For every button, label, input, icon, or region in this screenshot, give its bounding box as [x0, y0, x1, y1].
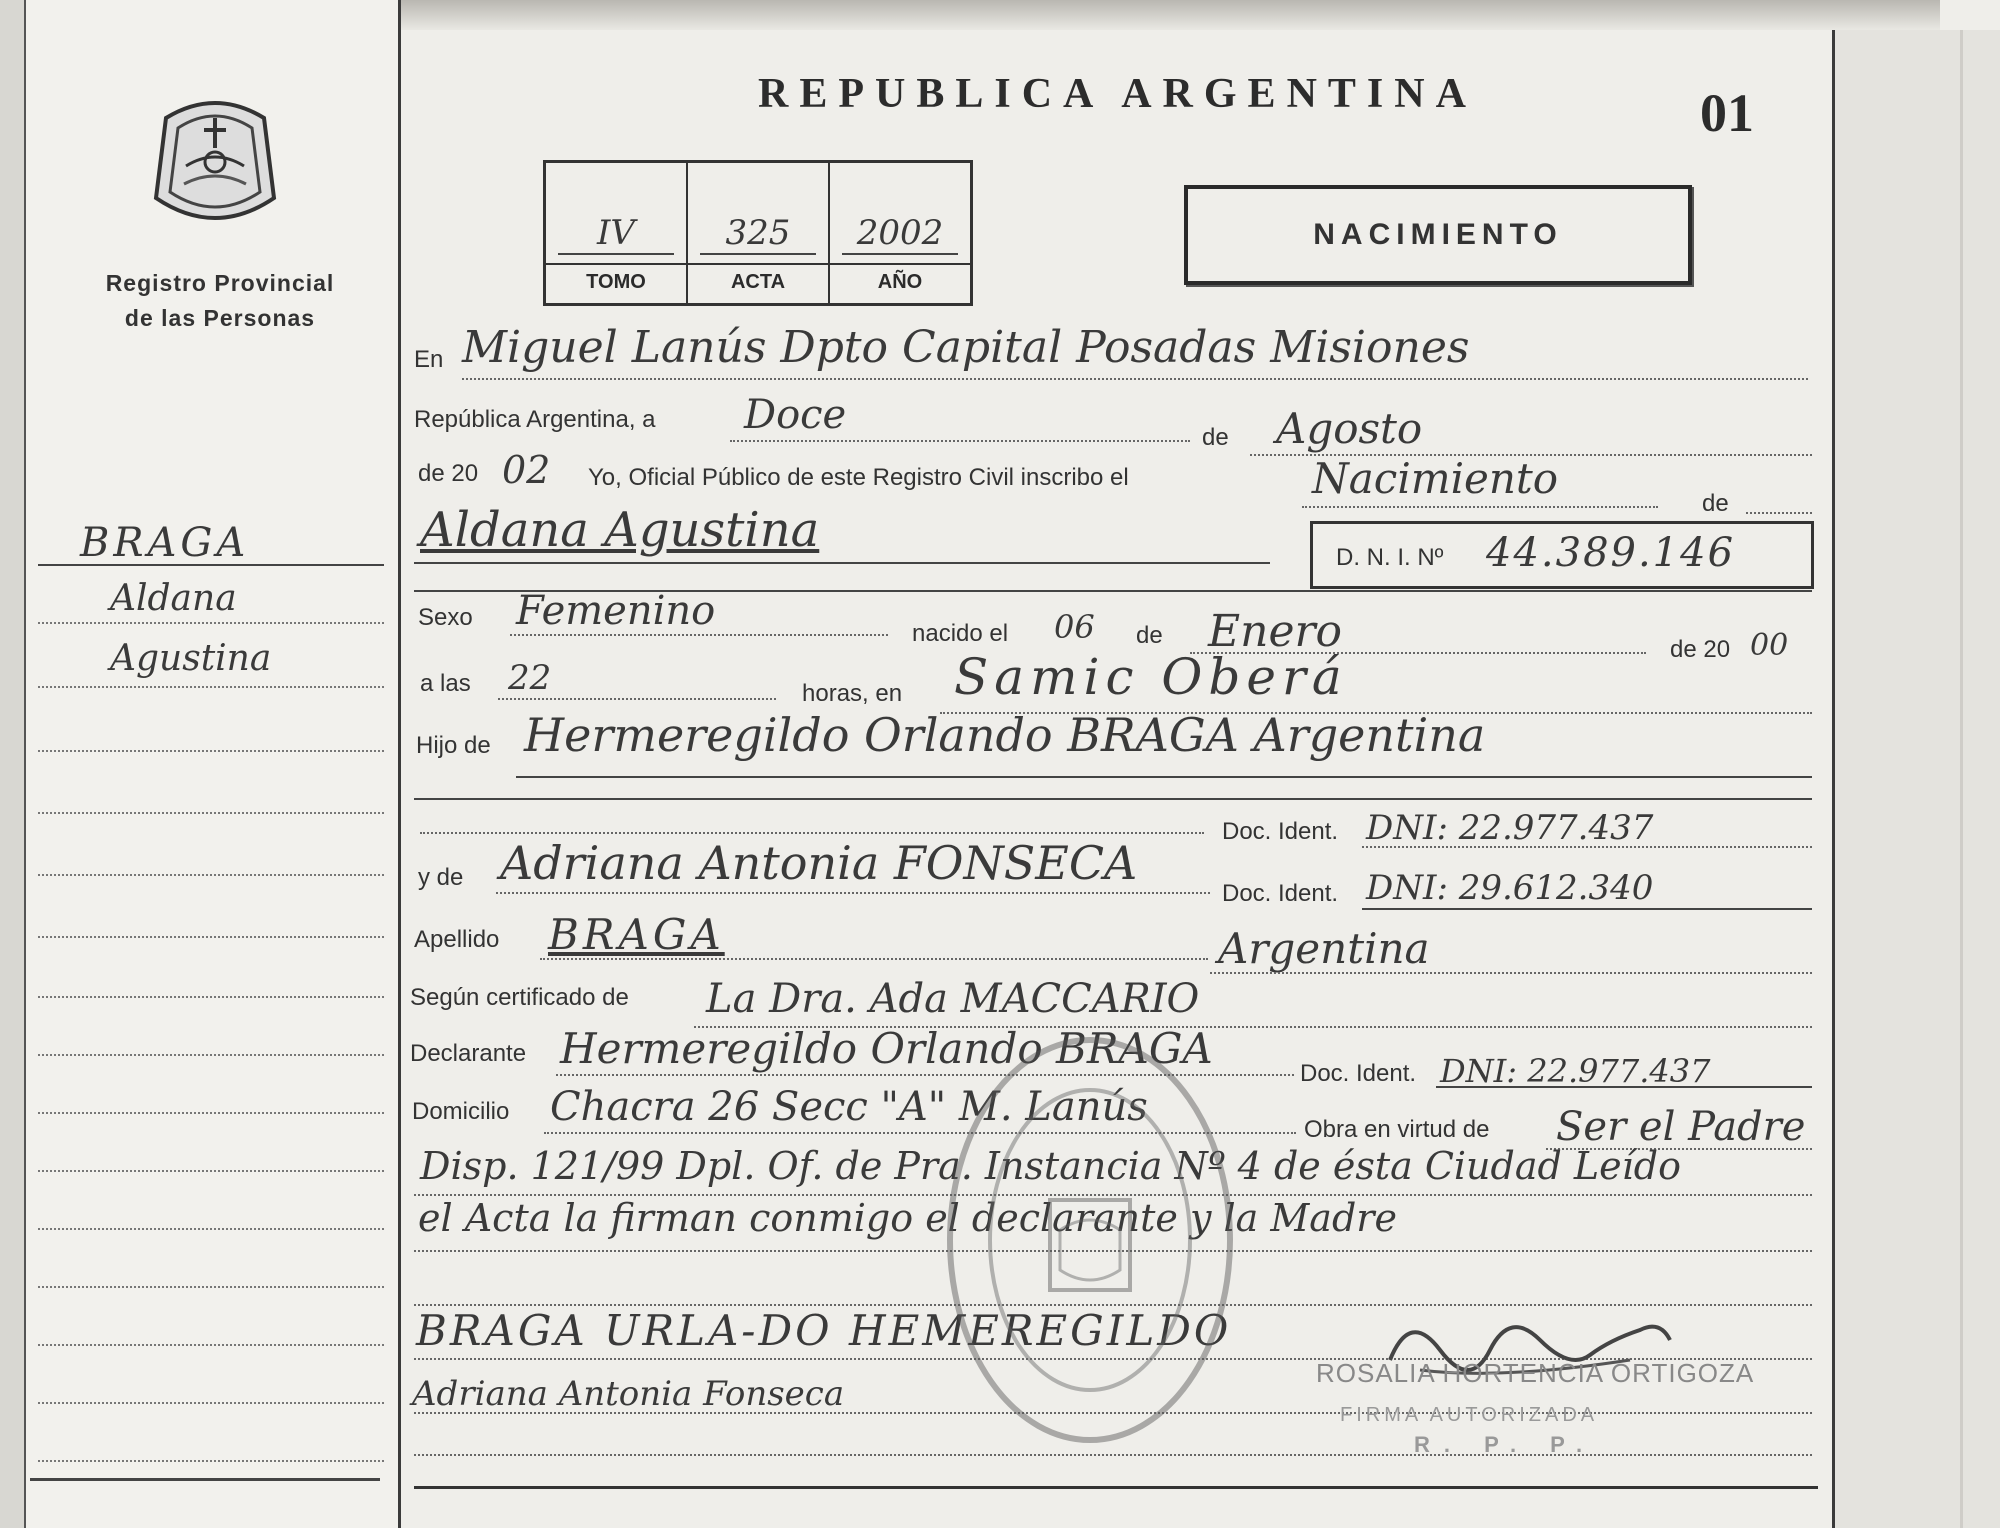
- ano-label: AÑO: [830, 263, 970, 294]
- stub-row: [38, 936, 384, 938]
- sexo-value: Femenino: [516, 588, 716, 634]
- office-line-2: de las Personas: [124, 305, 316, 331]
- a-las-label: a las: [420, 670, 471, 697]
- de-line-2: [1746, 512, 1812, 514]
- nationality-line: [1210, 972, 1812, 974]
- acta-value: 325: [700, 213, 816, 255]
- doc-ident-label-3: Doc. Ident.: [1300, 1060, 1417, 1087]
- register-cell-ano: [830, 163, 970, 303]
- stub-column: [0, 0, 401, 1528]
- de-label-2: de: [1702, 490, 1729, 517]
- stub-row: [38, 686, 384, 688]
- place-value: Miguel Lanús Dpto Capital Posadas Misiones: [462, 322, 1470, 373]
- sexo-line: [510, 634, 888, 636]
- yo-text: Yo, Oficial Público de este Registro Civil inscribo el: [588, 464, 1129, 491]
- stub-row: [38, 996, 384, 998]
- register-cell-acta: [688, 163, 830, 303]
- y-de-label: y de: [418, 864, 464, 891]
- month-value: Agosto: [1276, 404, 1423, 453]
- father-doc-value: DNI: 22.977.437: [1366, 808, 1654, 848]
- obra-value: Ser el Padre: [1556, 1104, 1806, 1150]
- republica-label: República Argentina, a: [414, 406, 656, 433]
- declarante-label: Declarante: [410, 1040, 527, 1067]
- certificado-label: Según certificado de: [410, 984, 629, 1011]
- domicilio-label: Domicilio: [412, 1098, 510, 1125]
- tomo-value: IV: [558, 213, 674, 255]
- bottom-rule: [414, 1486, 1818, 1489]
- stub-row: [38, 1344, 384, 1346]
- stub-row: [38, 750, 384, 752]
- official-office: R. P. P.: [1414, 1432, 1597, 1457]
- day-line: [730, 440, 1190, 442]
- stub-given-name-2: Agustina: [110, 638, 272, 679]
- nationality-value: Argentina: [1218, 924, 1430, 973]
- dni-value: 44.389.146: [1486, 530, 1736, 576]
- note-line-1: Disp. 121/99 Dpl. Of. de Pra. Instancia Nº 4 de ésta Ciudad Leído: [420, 1144, 1681, 1188]
- place-line: [462, 378, 1808, 380]
- hijo-label: Hijo de: [416, 732, 491, 759]
- birth-day-value: 06: [1054, 608, 1095, 646]
- father-name-value: Hermeregildo Orlando BRAGA Argentina: [524, 708, 1486, 762]
- stub-surname: BRAGA: [80, 520, 250, 566]
- mother-signature: Adriana Antonia Fonseca: [412, 1374, 845, 1414]
- register-table: [543, 160, 973, 306]
- stub-row: [38, 1460, 384, 1462]
- year-prefix-label: de 20: [418, 460, 479, 487]
- sexo-label: Sexo: [418, 604, 473, 631]
- tomo-label: TOMO: [546, 263, 686, 294]
- father-signature: BRAGA URLA-DO HEMEREGILDO: [416, 1306, 1232, 1355]
- official-stamp-icon: [940, 1030, 1240, 1450]
- ano-value: 2002: [842, 213, 958, 255]
- stub-row: [38, 812, 384, 814]
- nacido-label: nacido el: [912, 620, 1009, 647]
- page-right-edge: [1832, 30, 2000, 1528]
- mother-name-line: [496, 892, 1210, 894]
- act-type-value: Nacimiento: [1312, 454, 1559, 503]
- stub-bottom-rule: [30, 1478, 380, 1481]
- declarante-value: Hermeregildo Orlando BRAGA: [560, 1024, 1213, 1073]
- page-top-edge: [380, 0, 1940, 30]
- separator-rule-2: [414, 798, 1812, 800]
- birth-year-label: de 20: [1670, 636, 1731, 663]
- stub-row: [38, 1170, 384, 1172]
- official-role: FIRMA AUTORIZADA: [1340, 1404, 1599, 1426]
- birth-year-value: 00: [1750, 628, 1789, 663]
- apellido-label: Apellido: [414, 926, 500, 953]
- certificado-value: La Dra. Ada MACCARIO: [706, 976, 1200, 1022]
- stub-row: [38, 1402, 384, 1404]
- stub-surname-rule: [38, 564, 384, 566]
- office-line-1: Registro Provincial: [105, 270, 335, 296]
- register-cell-tomo: [546, 163, 688, 303]
- obra-label: Obra en virtud de: [1304, 1116, 1490, 1143]
- mother-doc-value: DNI: 29.612.340: [1366, 868, 1654, 908]
- note-line-2: el Acta la firman conmigo el declarante y la Madre: [418, 1196, 1397, 1240]
- day-value: Doce: [744, 392, 847, 438]
- stub-row: [38, 1112, 384, 1114]
- stub-row: [38, 1054, 384, 1056]
- record-type-box: NACIMIENTO: [1184, 185, 1692, 285]
- stub-row: [38, 1286, 384, 1288]
- de-label: de: [1202, 424, 1229, 451]
- stub-given-name-1: Aldana: [110, 578, 237, 619]
- official-name: ROSALIA HORTENCIA ORTIGOZA: [1316, 1358, 1755, 1388]
- form-number: 01: [1700, 83, 1754, 143]
- en-label: En: [414, 346, 444, 373]
- declarante-doc-line: [1436, 1086, 1812, 1088]
- stub-row: [38, 1228, 384, 1230]
- child-name-value: Aldana Agustina: [420, 502, 820, 558]
- page-right-edge-line: [1960, 30, 1963, 1528]
- misiones-seal-icon: [146, 88, 284, 238]
- stub-row: [38, 622, 384, 624]
- year-value: 02: [502, 448, 551, 492]
- note-rule-6: [414, 1454, 1812, 1456]
- mother-doc-line: [1362, 908, 1812, 910]
- stub-binding-edge: [0, 0, 26, 1528]
- father-extra-line: [420, 832, 1204, 834]
- father-name-line: [516, 776, 1812, 778]
- birth-month-value: Enero: [1208, 606, 1343, 657]
- act-type-line: [1302, 506, 1658, 508]
- hour-line: [498, 698, 776, 700]
- hour-value: 22: [508, 658, 552, 698]
- horas-label: horas, en: [802, 680, 903, 707]
- domicilio-value: Chacra 26 Secc "A" M. Lanús: [550, 1084, 1148, 1130]
- father-doc-line: [1362, 846, 1812, 848]
- birth-place-value: Samic Oberá: [954, 648, 1348, 706]
- dni-label: D. N. I. Nº: [1336, 544, 1444, 571]
- doc-ident-label-1: Doc. Ident.: [1222, 818, 1339, 845]
- apellido-line: [540, 958, 1208, 960]
- child-name-line: [414, 562, 1270, 564]
- stub-row: [38, 874, 384, 876]
- apellido-value: BRAGA: [548, 910, 725, 959]
- de-label-3: de: [1136, 622, 1163, 649]
- acta-label: ACTA: [688, 263, 828, 294]
- declarante-doc-value: DNI: 22.977.437: [1440, 1052, 1711, 1090]
- doc-ident-label-2: Doc. Ident.: [1222, 880, 1339, 907]
- country-title: REPUBLICA ARGENTINA: [758, 71, 1477, 117]
- mother-name-value: Adriana Antonia FONSECA: [500, 836, 1138, 890]
